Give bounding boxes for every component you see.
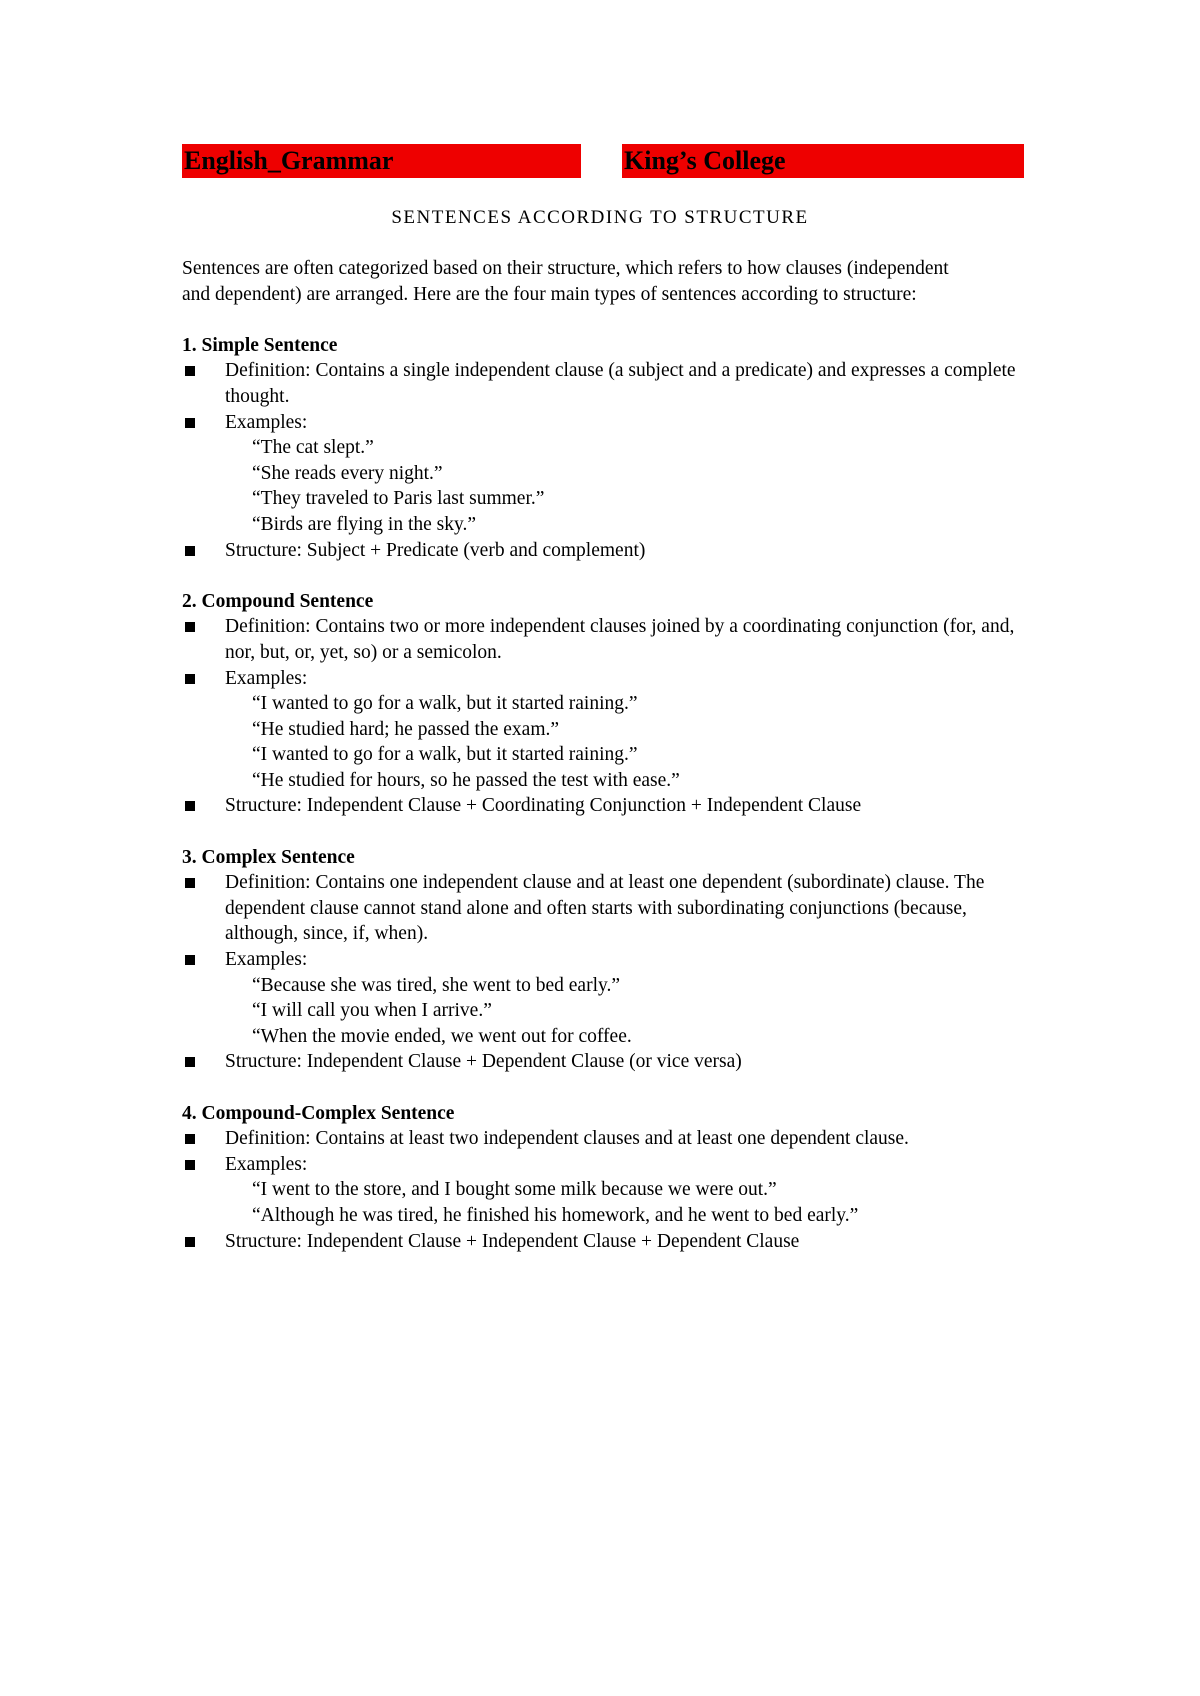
examples-list	[225, 435, 1022, 537]
square-bullet-icon	[185, 674, 195, 684]
square-bullet-icon	[185, 1057, 195, 1067]
section-compound-complex-sentence	[182, 1101, 1022, 1255]
section-heading: 2. Compound Sentence	[182, 590, 374, 612]
structure-text: Structure: Independent Clause + Independent Clause + Dependent Clause	[225, 1230, 800, 1252]
institution-label: King’s College	[624, 146, 786, 175]
structure-item	[182, 1049, 1022, 1075]
section-heading: 1. Simple Sentence	[182, 334, 338, 356]
example-sentence: “I went to the store, and I bought some milk because we were out.”	[252, 1179, 777, 1201]
example-sentence: “Birds are flying in the sky.”	[252, 513, 477, 535]
example-sentence: “I will call you when I arrive.”	[252, 1000, 492, 1022]
square-bullet-icon	[185, 1134, 195, 1144]
definition-item	[182, 1126, 1022, 1152]
section-heading: 4. Compound-Complex Sentence	[182, 1102, 455, 1124]
definition-item	[182, 870, 1022, 947]
example-sentence: “Because she was tired, she went to bed early.”	[252, 974, 621, 996]
section-heading: 3. Complex Sentence	[182, 846, 355, 868]
definition-text: Definition: Contains two or more independent clauses joined by a coordinating conjunction (for, and, nor, but, or, yet, so) or a semicolon.	[225, 616, 1015, 663]
examples-item	[182, 1152, 1022, 1229]
examples-list	[225, 1177, 1022, 1228]
examples-label: Examples:	[225, 411, 308, 433]
structure-text: Structure: Subject + Predicate (verb and complement)	[225, 539, 646, 561]
section-simple-sentence	[182, 333, 1022, 563]
example-sentence: “He studied for hours, so he passed the test with ease.”	[252, 769, 680, 791]
examples-label: Examples:	[225, 1153, 308, 1175]
section-complex-sentence	[182, 845, 1022, 1075]
definition-item	[182, 358, 1022, 409]
square-bullet-icon	[185, 418, 195, 428]
examples-list	[225, 691, 1022, 793]
structure-text: Structure: Independent Clause + Coordinating Conjunction + Independent Clause	[225, 795, 862, 817]
definition-text: Definition: Contains one independent clause and at least one dependent (subordinate) clause. The dependent clause cannot stand alone and often starts with subordinating conjunctions (because, although, since, if, when).	[225, 872, 985, 945]
example-sentence: “Although he was tired, he finished his homework, and he went to bed early.”	[252, 1204, 859, 1226]
definition-text: Definition: Contains at least two independent clauses and at least one dependent clause.	[225, 1128, 909, 1150]
examples-item	[182, 666, 1022, 794]
example-sentence: “I wanted to go for a walk, but it started raining.”	[252, 693, 638, 715]
structure-item	[182, 1229, 1022, 1255]
square-bullet-icon	[185, 801, 195, 811]
document-body	[182, 256, 1022, 1280]
structure-item	[182, 538, 1022, 564]
page-title: SENTENCES ACCORDING TO STRUCTURE	[391, 207, 809, 228]
square-bullet-icon	[185, 546, 195, 556]
definition-item	[182, 614, 1022, 665]
bullet-list	[182, 1126, 1022, 1254]
square-bullet-icon	[185, 622, 195, 632]
header-left-banner	[182, 144, 581, 178]
bullet-list	[182, 358, 1022, 563]
intro-paragraph: Sentences are often categorized based on their structure, which refers to how clauses (independent and dependent) are arranged. Here are the four main types of sentences according to structure:	[182, 258, 949, 305]
header-right-banner	[622, 144, 1024, 178]
examples-label: Examples:	[225, 949, 308, 971]
square-bullet-icon	[185, 1237, 195, 1247]
examples-item	[182, 410, 1022, 538]
square-bullet-icon	[185, 955, 195, 965]
bullet-list	[182, 870, 1022, 1075]
example-sentence: “When the movie ended, we went out for coffee.	[252, 1025, 632, 1047]
example-sentence: “The cat slept.”	[252, 437, 374, 459]
example-sentence: “She reads every night.”	[252, 462, 443, 484]
bullet-list	[182, 614, 1022, 819]
example-sentence: “He studied hard; he passed the exam.”	[252, 718, 560, 740]
square-bullet-icon	[185, 1160, 195, 1170]
structure-text: Structure: Independent Clause + Dependent Clause (or vice versa)	[225, 1051, 742, 1073]
subject-label: English_Grammar	[184, 146, 394, 175]
square-bullet-icon	[185, 366, 195, 376]
structure-item	[182, 793, 1022, 819]
section-compound-sentence	[182, 589, 1022, 819]
definition-text: Definition: Contains a single independent clause (a subject and a predicate) and expresses a complete thought.	[225, 360, 1016, 407]
examples-item	[182, 947, 1022, 1049]
square-bullet-icon	[185, 878, 195, 888]
examples-label: Examples:	[225, 667, 308, 689]
example-sentence: “They traveled to Paris last summer.”	[252, 488, 545, 510]
example-sentence: “I wanted to go for a walk, but it started raining.”	[252, 744, 638, 766]
examples-list	[225, 973, 1022, 1050]
